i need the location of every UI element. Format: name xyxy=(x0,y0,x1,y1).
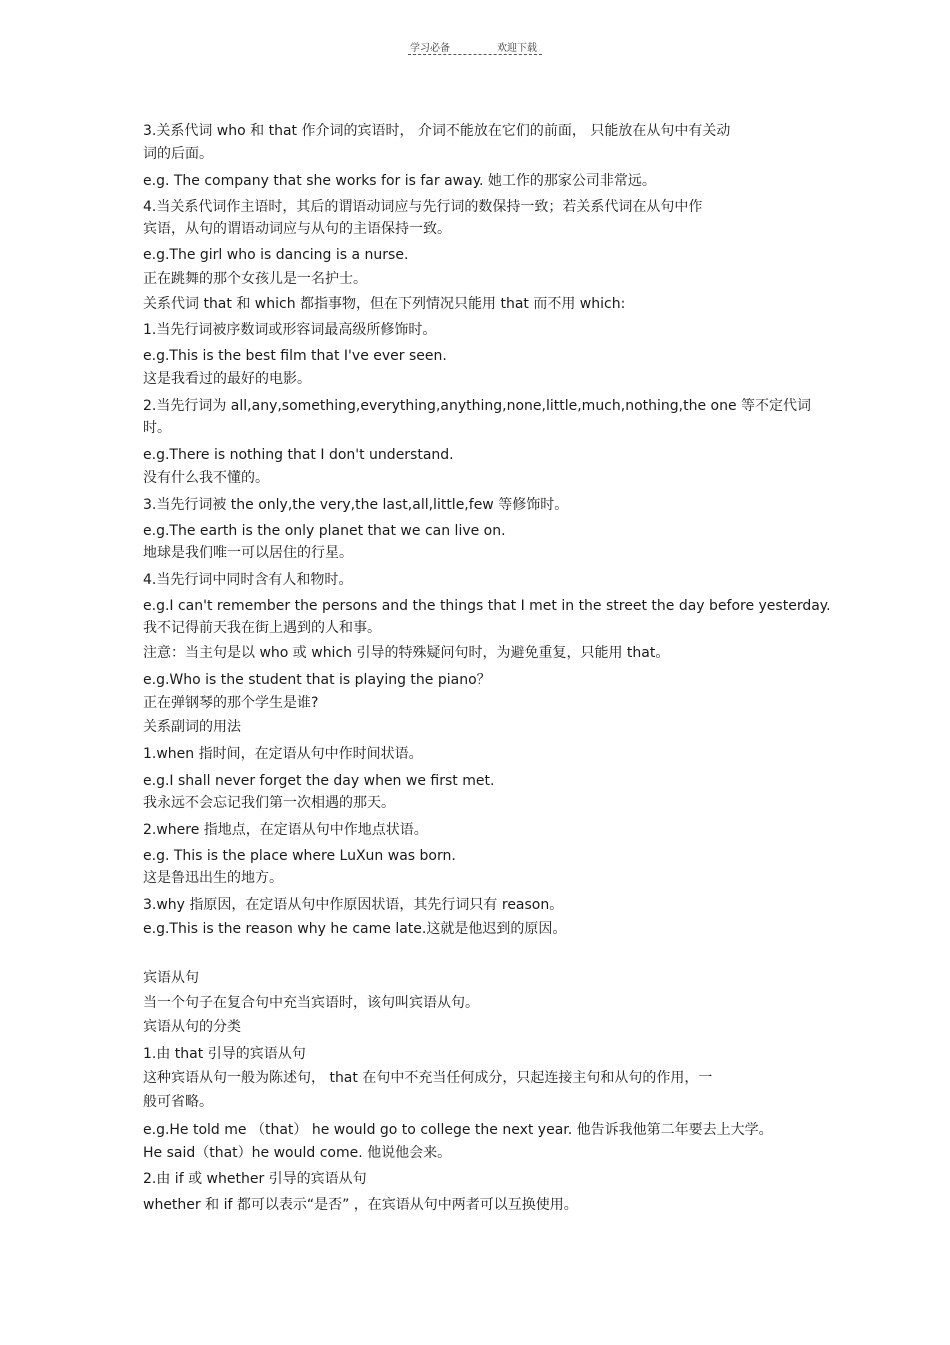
text-line: 关系代词 that 和 which 都指事物，但在下列情况只能用 that 而不用 which: xyxy=(143,296,626,312)
text-line: e.g.The girl who is dancing is a nurse. xyxy=(143,247,409,263)
text-line: 关系副词的用法 xyxy=(143,719,241,735)
text-line: 4.当关系代词作主语时，其后的谓语动词应与先行词的数保持一致；若关系代词在从句中作 xyxy=(143,199,703,215)
text-line: 这种宾语从句一般为陈述句， that 在句中不充当任何成分，只起连接主句和从句的作用，一 xyxy=(143,1070,713,1086)
text-line: whether 和 if 都可以表示“是否” ，在宾语从句中两者可以互换使用。 xyxy=(143,1197,578,1213)
header-right-text: 欢迎下载 xyxy=(497,43,537,54)
text-line: 我不记得前天我在街上遇到的人和事。 xyxy=(143,620,381,636)
text-line: 宾语，从句的谓语动词应与从句的主语保持一致。 xyxy=(143,221,451,237)
text-line: 注意：当主句是以 who 或 which 引导的特殊疑问句时，为避免重复，只能用 that。 xyxy=(143,645,670,661)
text-line: 正在跳舞的那个女孩儿是一名护士。 xyxy=(143,271,367,287)
text-line: 3.当先行词被 the only,the very,the last,all,little,few 等修饰时。 xyxy=(143,497,569,513)
text-line: 我永远不会忘记我们第一次相遇的那天。 xyxy=(143,795,395,811)
text-line: e.g. This is the place where LuXun was born. xyxy=(143,848,456,864)
text-line: 词的后面。 xyxy=(143,146,213,162)
header-left-text: 学习必备 xyxy=(410,43,450,54)
text-line: 1.由 that 引导的宾语从句 xyxy=(143,1046,306,1062)
text-line: e.g.I can't remember the persons and the things that I met in the street the day before yesterday. xyxy=(143,598,831,614)
text-line: e.g. The company that she works for is far away. 她工作的那家公司非常远。 xyxy=(143,173,656,189)
text-line: 这是鲁迅出生的地方。 xyxy=(143,870,283,886)
text-line: 般可省略。 xyxy=(143,1094,213,1110)
text-line: 2.由 if 或 whether 引导的宾语从句 xyxy=(143,1171,367,1187)
text-line: 3.why 指原因，在定语从句中作原因状语，其先行词只有 reason。 xyxy=(143,897,564,913)
text-line: 4.当先行词中同时含有人和物时。 xyxy=(143,572,353,588)
text-line: e.g.The earth is the only planet that we can live on. xyxy=(143,523,506,539)
text-line: 1.when 指时间，在定语从句中作时间状语。 xyxy=(143,746,423,762)
text-line: 当一个句子在复合句中充当宾语时，该句叫宾语从句。 xyxy=(143,995,479,1011)
text-line: 1.当先行词被序数词或形容词最高级所修饰时。 xyxy=(143,322,437,338)
text-line: 时。 xyxy=(143,420,171,436)
text-line: 地球是我们唯一可以居住的行星。 xyxy=(143,545,353,561)
text-line: 2.where 指地点，在定语从句中作地点状语。 xyxy=(143,822,428,838)
text-line: 正在弹钢琴的那个学生是谁? xyxy=(143,695,319,711)
text-line: 这是我看过的最好的电影。 xyxy=(143,371,311,387)
text-line: e.g.There is nothing that I don't understand. xyxy=(143,447,454,463)
text-line: e.g.This is the reason why he came late.这就是他迟到的原因。 xyxy=(143,921,567,937)
header-divider xyxy=(408,54,542,55)
text-line: e.g.Who is the student that is playing the piano？ xyxy=(143,672,491,688)
text-line: 宾语从句的分类 xyxy=(143,1019,241,1035)
text-line: He said（that）he would come. 他说他会来。 xyxy=(143,1145,452,1161)
text-line: 2.当先行词为 all,any,something,everything,anything,none,little,much,nothing,the one 等不定代词 xyxy=(143,398,812,414)
text-line: 宾语从句 xyxy=(143,970,199,986)
text-line: e.g.He told me （that） he would go to college the next year. 他告诉我他第二年要去上大学。 xyxy=(143,1122,773,1138)
text-line: 没有什么我不懂的。 xyxy=(143,470,269,486)
text-line: e.g.I shall never forget the day when we first met. xyxy=(143,773,495,789)
text-line: 3.关系代词 who 和 that 作介词的宾语时， 介词不能放在它们的前面， 只能放在从句中有关动 xyxy=(143,123,731,139)
text-line: e.g.This is the best film that I've ever seen. xyxy=(143,348,447,364)
